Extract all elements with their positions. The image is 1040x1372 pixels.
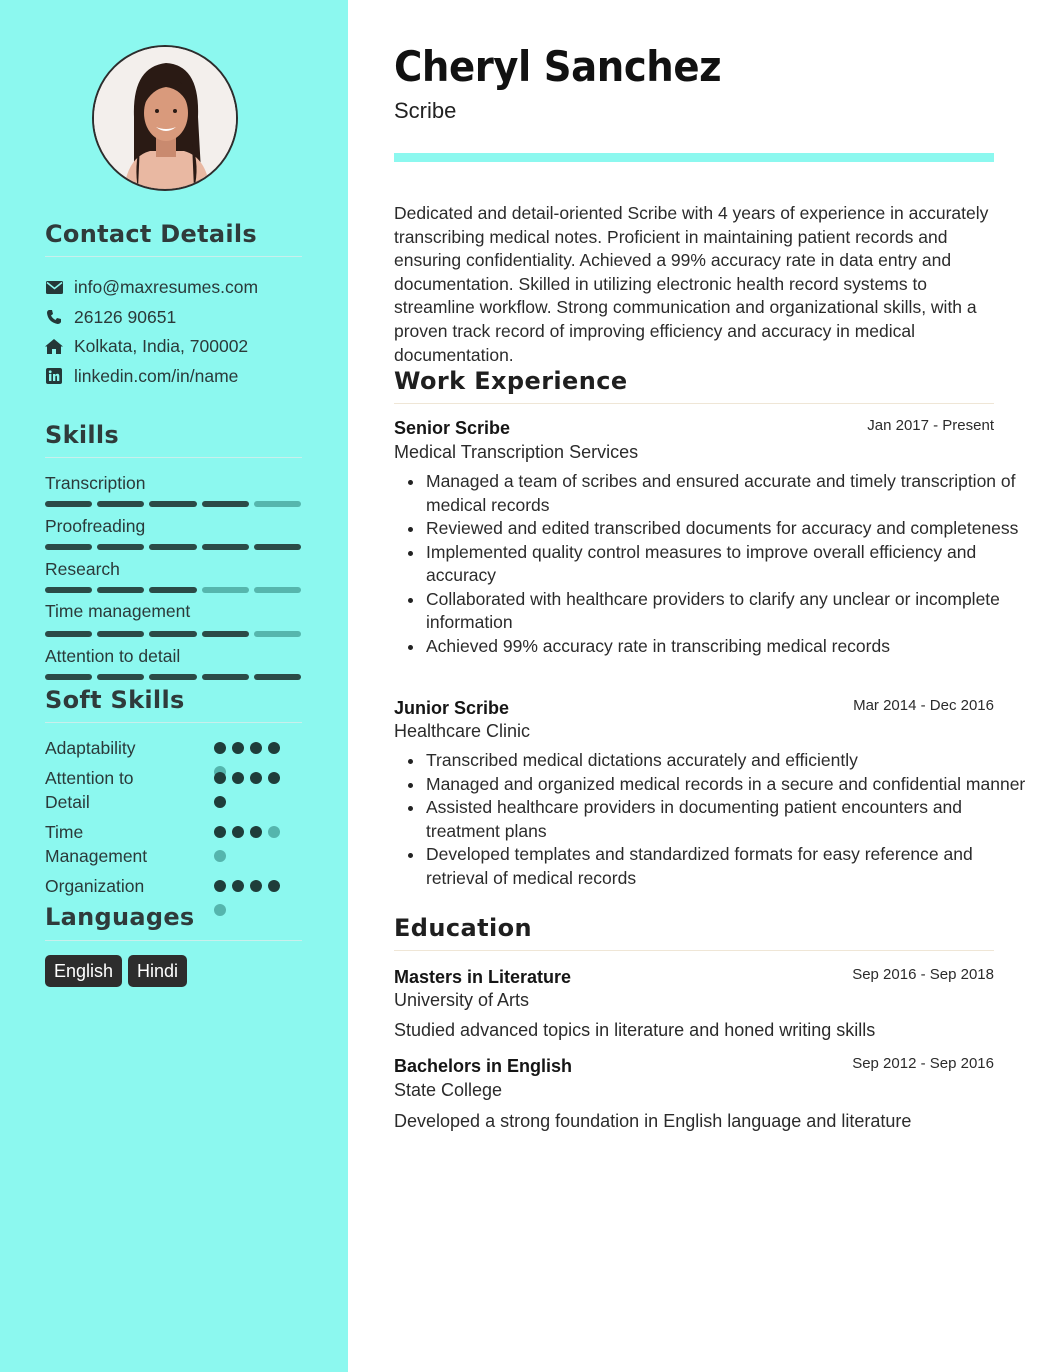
skill-label: Research xyxy=(45,559,120,579)
rating-dot xyxy=(232,826,244,838)
skill-segment xyxy=(254,501,301,507)
job-dates: Mar 2014 - Dec 2016 xyxy=(853,697,994,714)
rating-dot xyxy=(232,880,244,892)
skill-segment xyxy=(254,674,301,680)
skill-segment xyxy=(45,674,92,680)
education-heading: Education xyxy=(394,914,532,942)
skill-segment xyxy=(202,674,249,680)
skill-segment xyxy=(149,544,196,550)
languages-heading: Languages xyxy=(45,903,195,931)
soft-skill-rating xyxy=(214,772,286,808)
skill-segment xyxy=(202,501,249,507)
education-dates: Sep 2016 - Sep 2018 xyxy=(852,966,994,983)
job-title-header: Scribe xyxy=(394,98,457,123)
skill-label: Transcription xyxy=(45,473,146,493)
skill-segment xyxy=(149,631,196,637)
skill-segment xyxy=(97,587,144,593)
rating-dot xyxy=(214,796,226,808)
divider xyxy=(45,457,302,458)
profile-summary: Dedicated and detail-oriented Scribe with 4 years of experience in accurately transcribing medical notes. Proficient in maintaining patient records and ensuring confidentiality. Achieved a 99% accuracy rate in data entry and documentation. Skilled in utilizing electronic health record systems to streamline workflow. Strong communication and organizational skills, with a proven track record of improving efficiency and accuracy in medical documentation. xyxy=(394,203,989,365)
list-item: Developed templates and standardized formats for easy reference and retrieval of medical records xyxy=(426,843,1026,890)
list-item: Transcribed medical dictations accurately and efficiently xyxy=(426,749,1026,773)
rating-dot xyxy=(250,772,262,784)
language-badge: English xyxy=(45,955,122,987)
skill-segment xyxy=(45,544,92,550)
soft-skill-label: Attention to Detail xyxy=(45,768,134,812)
job-position: Junior Scribe xyxy=(394,698,510,718)
skill-label: Attention to detail xyxy=(45,646,181,666)
divider xyxy=(45,256,302,257)
phone-icon xyxy=(45,308,63,326)
rating-dot xyxy=(214,772,226,784)
skill-segment xyxy=(254,631,301,637)
job-company: Medical Transcription Services xyxy=(394,442,639,462)
rating-dot xyxy=(268,880,280,892)
skill-segment xyxy=(45,501,92,507)
skill-segment xyxy=(254,587,301,593)
job-position: Senior Scribe xyxy=(394,418,511,438)
rating-dot xyxy=(250,742,262,754)
soft-skill-label: Time Management xyxy=(45,822,148,866)
skill-level-bar xyxy=(45,544,301,550)
language-badge: Hindi xyxy=(128,955,187,987)
job-bullets xyxy=(394,749,1026,890)
soft-skill-label: Organization xyxy=(45,876,145,896)
education-description: Studied advanced topics in literature and honed writing skills xyxy=(394,1020,876,1040)
contact-heading: Contact Details xyxy=(45,220,258,248)
school-name: University of Arts xyxy=(394,990,530,1010)
skill-level-bar xyxy=(45,674,301,680)
list-item: Assisted healthcare providers in documenting patient encounters and treatment plans xyxy=(426,796,1026,843)
skill-level-bar xyxy=(45,587,301,593)
accent-bar xyxy=(394,153,994,162)
divider xyxy=(45,940,302,941)
profile-photo xyxy=(92,45,238,191)
skill-segment xyxy=(45,631,92,637)
list-item: Achieved 99% accuracy rate in transcribing medical records xyxy=(426,635,1026,659)
contact-linkedin[interactable] xyxy=(45,364,238,388)
list-item: Managed and organized medical records in a secure and confidential manner xyxy=(426,773,1026,797)
person-portrait-icon xyxy=(94,47,236,189)
job-bullets xyxy=(394,470,1026,658)
candidate-name: Cheryl Sanchez xyxy=(394,42,722,91)
divider xyxy=(394,950,994,951)
email-icon xyxy=(45,278,63,296)
rating-dot xyxy=(250,826,262,838)
soft-skill-label: Adaptability xyxy=(45,738,136,758)
school-name: State College xyxy=(394,1080,503,1100)
linkedin-icon xyxy=(45,367,63,385)
soft-skill-rating xyxy=(214,826,286,862)
divider xyxy=(394,403,994,404)
skill-level-bar xyxy=(45,631,301,637)
contact-phone[interactable] xyxy=(45,305,176,329)
rating-dot xyxy=(232,742,244,754)
rating-dot xyxy=(250,880,262,892)
rating-dot xyxy=(214,850,226,862)
degree-name: Masters in Literature xyxy=(394,967,572,987)
list-item: Reviewed and edited transcribed documents for accuracy and completeness xyxy=(426,517,1026,541)
contact-phone-text: 26126 90651 xyxy=(74,306,177,327)
education-description: Developed a strong foundation in English language and literature xyxy=(394,1111,912,1131)
list-item: Collaborated with healthcare providers to clarify any unclear or incomplete information xyxy=(426,588,1026,635)
skill-segment xyxy=(97,544,144,550)
skill-segment xyxy=(97,674,144,680)
skills-heading: Skills xyxy=(45,421,120,449)
skill-label: Proofreading xyxy=(45,516,146,536)
rating-dot xyxy=(214,880,226,892)
skill-segment xyxy=(202,587,249,593)
rating-dot xyxy=(214,742,226,754)
contact-address-text: Kolkata, India, 700002 xyxy=(74,335,249,356)
rating-dot xyxy=(268,742,280,754)
home-icon xyxy=(45,337,63,355)
skill-segment xyxy=(202,631,249,637)
skill-segment xyxy=(149,587,196,593)
skill-segment xyxy=(97,631,144,637)
skill-label: Time management xyxy=(45,601,191,621)
divider xyxy=(45,722,302,723)
contact-address xyxy=(45,334,248,358)
rating-dot xyxy=(232,772,244,784)
list-item: Managed a team of scribes and ensured accurate and timely transcription of medical records xyxy=(426,470,1026,517)
rating-dot xyxy=(268,826,280,838)
skill-segment xyxy=(254,544,301,550)
contact-email[interactable] xyxy=(45,275,258,299)
skill-segment xyxy=(149,674,196,680)
job-dates: Jan 2017 - Present xyxy=(867,417,994,434)
job-company: Healthcare Clinic xyxy=(394,721,531,741)
experience-heading: Work Experience xyxy=(394,367,628,395)
contact-linkedin-text: linkedin.com/in/name xyxy=(74,365,239,386)
contact-email-text: info@maxresumes.com xyxy=(74,276,259,297)
soft-skills-heading: Soft Skills xyxy=(45,686,185,714)
skill-segment xyxy=(45,587,92,593)
rating-dot xyxy=(268,772,280,784)
skill-segment xyxy=(149,501,196,507)
rating-dot xyxy=(214,826,226,838)
sidebar xyxy=(0,0,348,1372)
education-dates: Sep 2012 - Sep 2016 xyxy=(852,1055,994,1072)
list-item: Implemented quality control measures to improve overall efficiency and accuracy xyxy=(426,541,1026,588)
skill-level-bar xyxy=(45,501,301,507)
degree-name: Bachelors in English xyxy=(394,1056,573,1076)
skill-segment xyxy=(202,544,249,550)
skill-segment xyxy=(97,501,144,507)
